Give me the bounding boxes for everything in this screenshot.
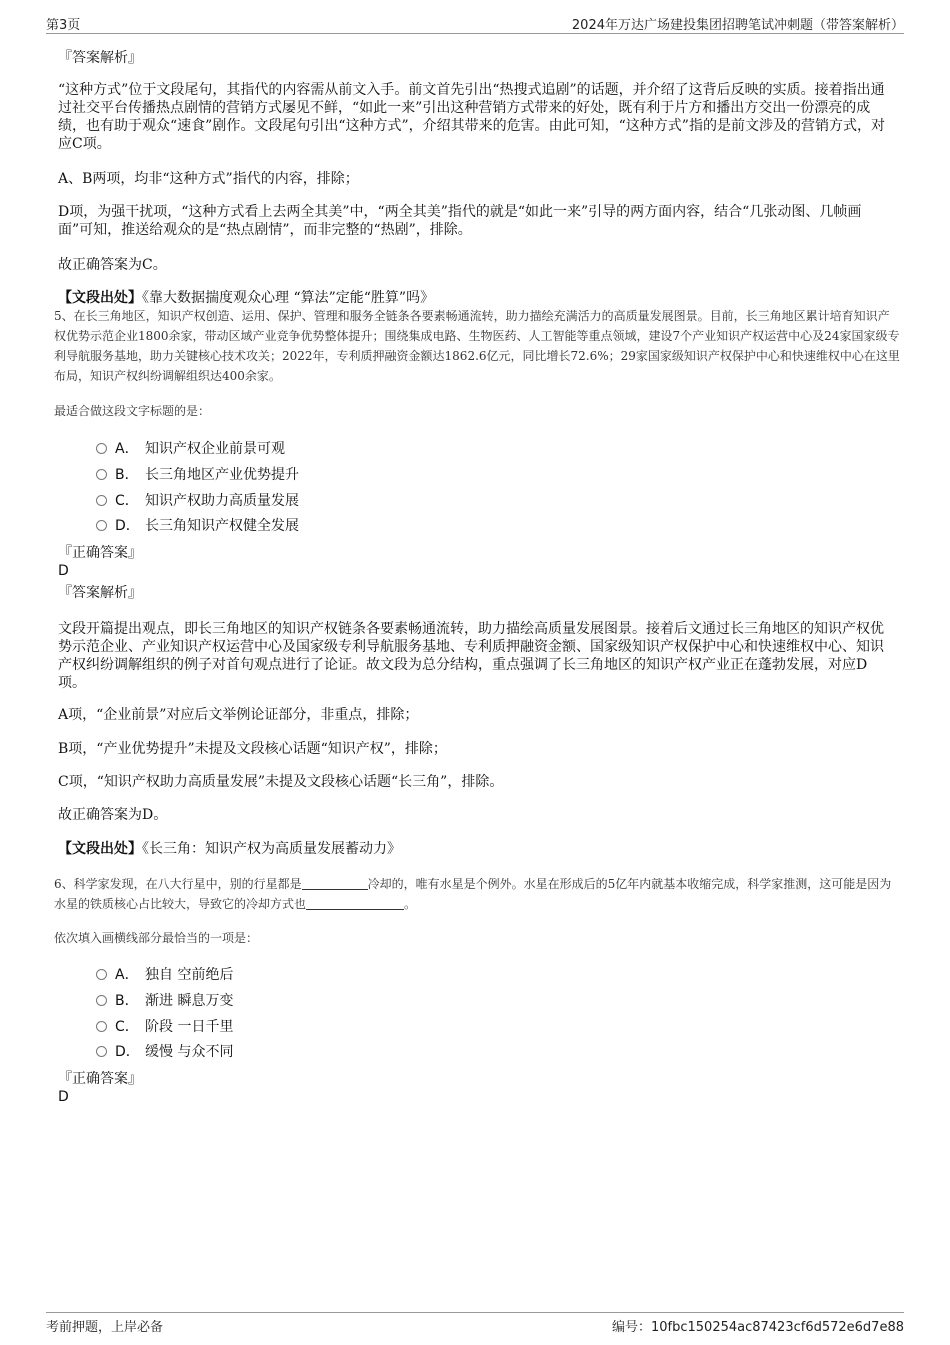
radio-icon[interactable] [96,1046,107,1057]
q4-analysis-paragraph-1: “这种方式”位于文段尾句，其指代的内容需从前文入手。前文首先引出“热搜式追剧”的话题，并介绍了这背后反映的实质。接着指出通过社交平台传播热点剧情的营销方式屡见不鲜，“如此一来”引出这种营销方式带来的好处，既有利于片方和播出方交出一份漂亮的成绩，也有助于观众“速食”剧作。文段尾句引出“这种方式”，介绍其带来的危害。由此可知，“这种方式”指的是前文涉及的营销方式，对应C项。 [58,82,885,152]
page-number: 第3页 [46,18,81,33]
header-divider [46,33,904,34]
q6-option-c[interactable]: C． 阶段 一日千里 [96,1018,233,1036]
q4-analysis-paragraph-3: D项，为强干扰项，“这种方式看上去两全其美”中，“两全其美”指代的就是“如此一来”引导的两方面内容，结合“几张动图、几帧画面”可知，推送给观众的是“热点剧情”，而非完整的“热剧”，排除。 [58,204,862,238]
radio-icon[interactable] [96,469,107,480]
q6-option-b[interactable]: B． 渐进 瞬息万变 [96,992,233,1010]
q5-answer: D [58,563,69,579]
q5-answer-statement: 故正确答案为D。 [58,807,168,823]
radio-icon[interactable] [96,495,107,506]
document-id [612,1316,904,1335]
q5-option-d[interactable]: D． 长三角知识产权健全发展 [96,517,299,535]
q5-source [58,840,894,858]
q5-analysis-paragraph-4: C项，“知识产权助力高质量发展”未提及文段核心话题“长三角”，排除。 [58,774,504,790]
q6-blank-1 [302,877,368,890]
q6-answer-label: 『正确答案』 [58,1071,142,1087]
q5-source-label: 【文段出处】 [58,841,142,857]
q5-stem: 5、在长三角地区，知识产权创造、运用、保护、管理和服务全链条各要素畅通流转，助力描绘充满活力的高质量发展图景。目前，长三角地区累计培育知识产权优势示范企业1800余家，带动区域产业竞争优势整体提升；围绕集成电路、生物医药、人工智能等重点领域，建设7个产业知识产权运营中心及24家国家级专利导航服务基地，助力关键核心技术攻关；2022年，专利质押融资金额达1862.6亿元，同比增长72.6%；29家国家级知识产权保护中心和快速维权中心在这里布局，知识产权纠纷调解组织达400余家。 [54,309,900,383]
q4-source [58,289,894,307]
footer-slogan: 考前押题，上岸必备 [46,1320,164,1335]
q5-analysis-paragraph-3: B项，“产业优势提升”未提及文段核心话题“知识产权”，排除； [58,741,447,757]
q6-answer: D [58,1089,69,1105]
radio-icon[interactable] [96,995,107,1006]
radio-icon[interactable] [96,443,107,454]
q5-analysis-paragraph-1: 文段开篇提出观点，即长三角地区的知识产权链条各要素畅通流转，助力描绘高质量发展图景。接着后文通过长三角地区的知识产权优势示范企业、产业知识产权运营中心及国家级专利导航服务基地、专利质押融资金额、国家级知识产权保护中心和快速维权中心、知识产权纠纷调解组织的例子对首句观点进行了论证。故文段为总分结构，重点强调了长三角地区的知识产权产业正在蓬勃发展，对应D项。 [58,621,884,691]
q5-source-text: 《长三角：知识产权为高质量发展蓄动力》 [142,841,401,857]
q5-analysis-label: 『答案解析』 [58,585,142,601]
q6-stem: 6、科学家发现，在八大行星中，别的行星都是 冷却的，唯有水星是个例外。水星在形成后的5亿年内就基本收缩完成，科学家推测，这可能是因为水星的铁质核心占比较大，导致它的冷却方式也 。 [54,877,892,911]
q6-prompt: 依次填入画横线部分最恰当的一项是： [54,931,259,945]
q4-answer-statement: 故正确答案为C。 [58,257,167,273]
radio-icon[interactable] [96,520,107,531]
document-id-label: 编号： [611,1320,651,1335]
q6-option-d[interactable]: D． 缓慢 与众不同 [96,1043,233,1061]
q5-option-b[interactable]: B． 长三角地区产业优势提升 [96,466,299,484]
q6-option-a[interactable]: A． 独自 空前绝后 [96,966,233,984]
q4-source-label: 【文段出处】 [58,290,142,306]
radio-icon[interactable] [96,969,107,980]
q5-option-c[interactable]: C． 知识产权助力高质量发展 [96,492,299,510]
q4-source-text: 《靠大数据揣度观众心理 “算法”定能“胜算”吗》 [142,290,435,306]
q4-analysis-label: 『答案解析』 [58,50,142,66]
q5-option-a[interactable]: A． 知识产权企业前景可观 [96,440,285,458]
document-title: 2024年万达广场建投集团招聘笔试冲刺题（带答案解析） [571,18,904,33]
q5-analysis-paragraph-2: A项，“企业前景”对应后文举例论证部分，非重点，排除； [58,707,419,723]
q6-blank-2 [306,897,404,910]
document-id-value: 10fbc150254ac87423cf6d572e6d7e88 [650,1320,904,1335]
q4-analysis-paragraph-2: A、B两项，均非“这种方式”指代的内容，排除； [58,171,359,187]
footer-divider [46,1312,904,1313]
radio-icon[interactable] [96,1021,107,1032]
q5-prompt: 最适合做这段文字标题的是： [54,404,211,418]
q5-answer-label: 『正确答案』 [58,545,142,561]
